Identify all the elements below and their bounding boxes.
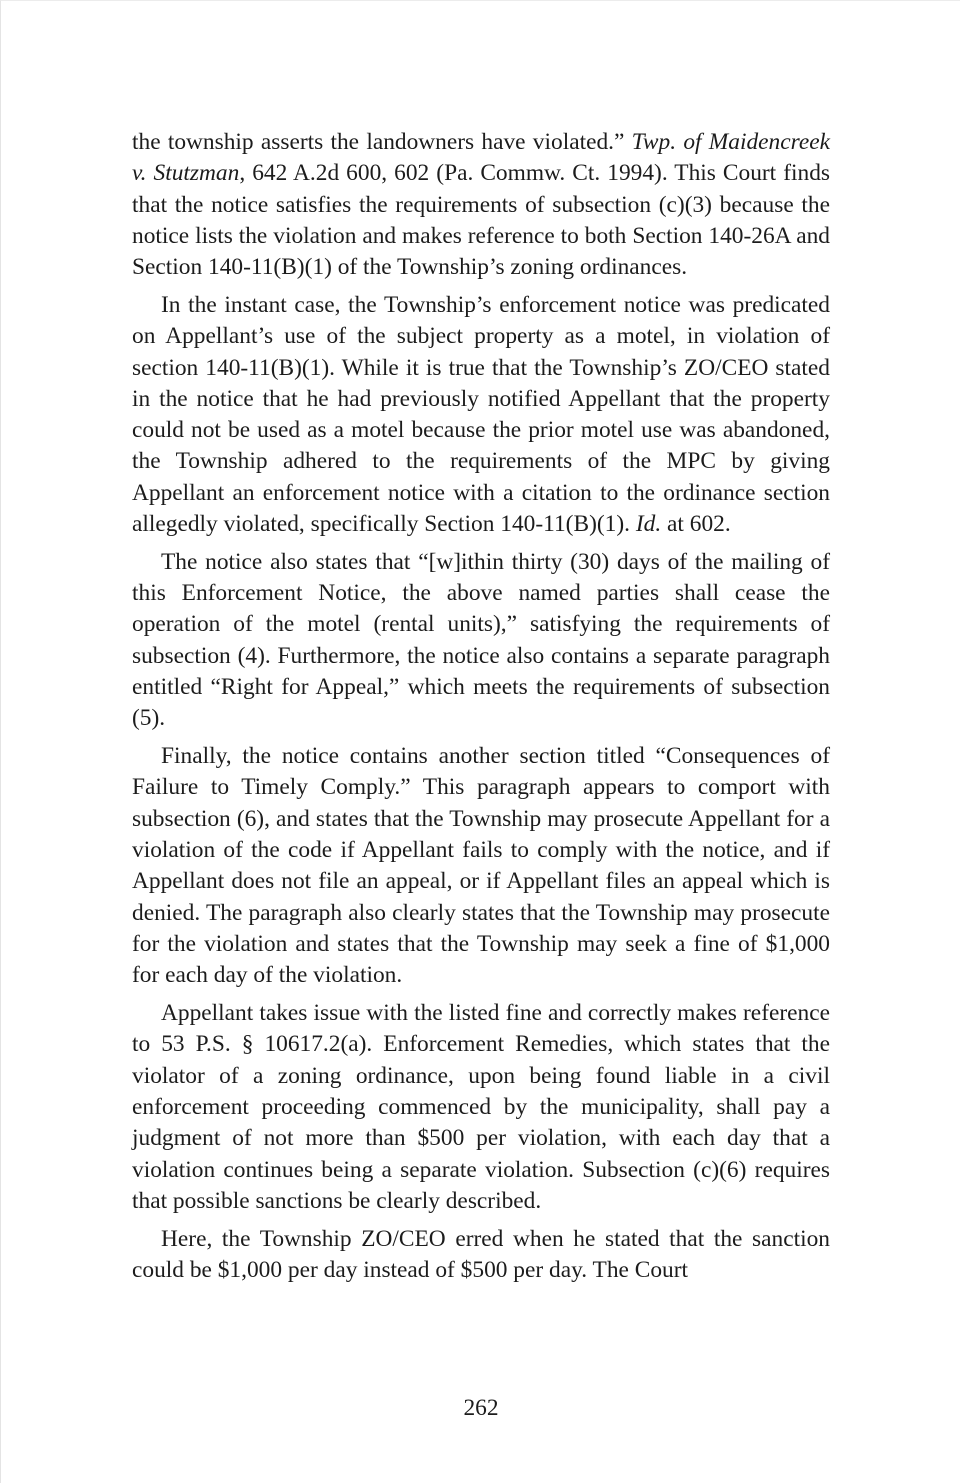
citation-text: Id. (635, 511, 662, 538)
paragraph-text: Here, the Township ZO/CEO erred when he stated that the sanction could be $1,000 per day instead of $500 per day. The Court (132, 1225, 830, 1283)
paragraph-text: In the instant case, the Township’s enforcement notice was predicated on Appellant’s use of the subject property as a motel, in violation of section 140-11(B)(1). While it is true that the Township’s ZO/CEO stated in the notice that he had previously notified Appellant that the property could not be used as a motel because the prior motel use was abandoned, the Township adhered to the requirements of the MPC by giving Appellant an enforcement notice with a citation to the ordinance section allegedly violated, specifically Section 140-11(B)(1). (132, 291, 830, 538)
paragraph-5 (132, 998, 830, 1217)
citation-text: Twp. of Maidencreek v. Stutzman (132, 129, 830, 187)
paragraph-3 (132, 547, 830, 735)
paragraph-6 (132, 1224, 830, 1287)
paragraph-text: Finally, the notice contains another section titled “Consequences of Failure to Timely Comply.” This paragraph appears to comport with subsection (6), and states that the Township may prosecute Appellant for a violation of the code if Appellant fails to comply with the notice, and if Appellant does not file an appeal, or if Appellant files an appeal which is denied. The paragraph also clearly states that the Township may prosecute for the violation and states that the Township may seek a fine of $1,000 for each day of the violation. (132, 743, 830, 989)
paragraph-2 (132, 290, 830, 540)
page-number: 262 (463, 1395, 499, 1421)
paragraph-1 (132, 127, 830, 283)
paragraph-4 (132, 741, 830, 991)
paragraph-text: Appellant takes issue with the listed fine and correctly makes reference to 53 P.S. § 10617.2(a). Enforcement Remedies, which states that the violator of a zoning ordinance, upon being found liable in a civil enforcement proceeding commenced by the municipality, shall pay a judgment of not more than $500 per violation, with each day that a violation continues being a separate violation. Subsection (c)(6) requires that possible sanctions be clearly described. (132, 1000, 830, 1214)
paragraph-text: the township asserts the landowners have violated.” (132, 129, 632, 155)
body-text (132, 127, 830, 1293)
paragraph-text: at 602. (661, 511, 731, 538)
paragraph-text: The notice also states that “[w]ithin thirty (30) days of the mailing of this Enforcement Notice, the above named parties shall cease the operation of the motel (rental units),” satisfying the requirements of subsection (4). Furthermore, the notice also contains a separate paragraph entitled “Right for Appeal,” which meets the requirements of subsection (5). (132, 548, 830, 732)
paragraph-text: , 642 A.2d 600, 602 (Pa. Commw. Ct. 1994). This Court finds that the notice satisfies the requirements of subsection (c)(3) because the notice lists the violation and makes reference to both Section 140-26A and Section 140-11(B)(1) of the Township’s zoning ordinances. (132, 160, 830, 281)
